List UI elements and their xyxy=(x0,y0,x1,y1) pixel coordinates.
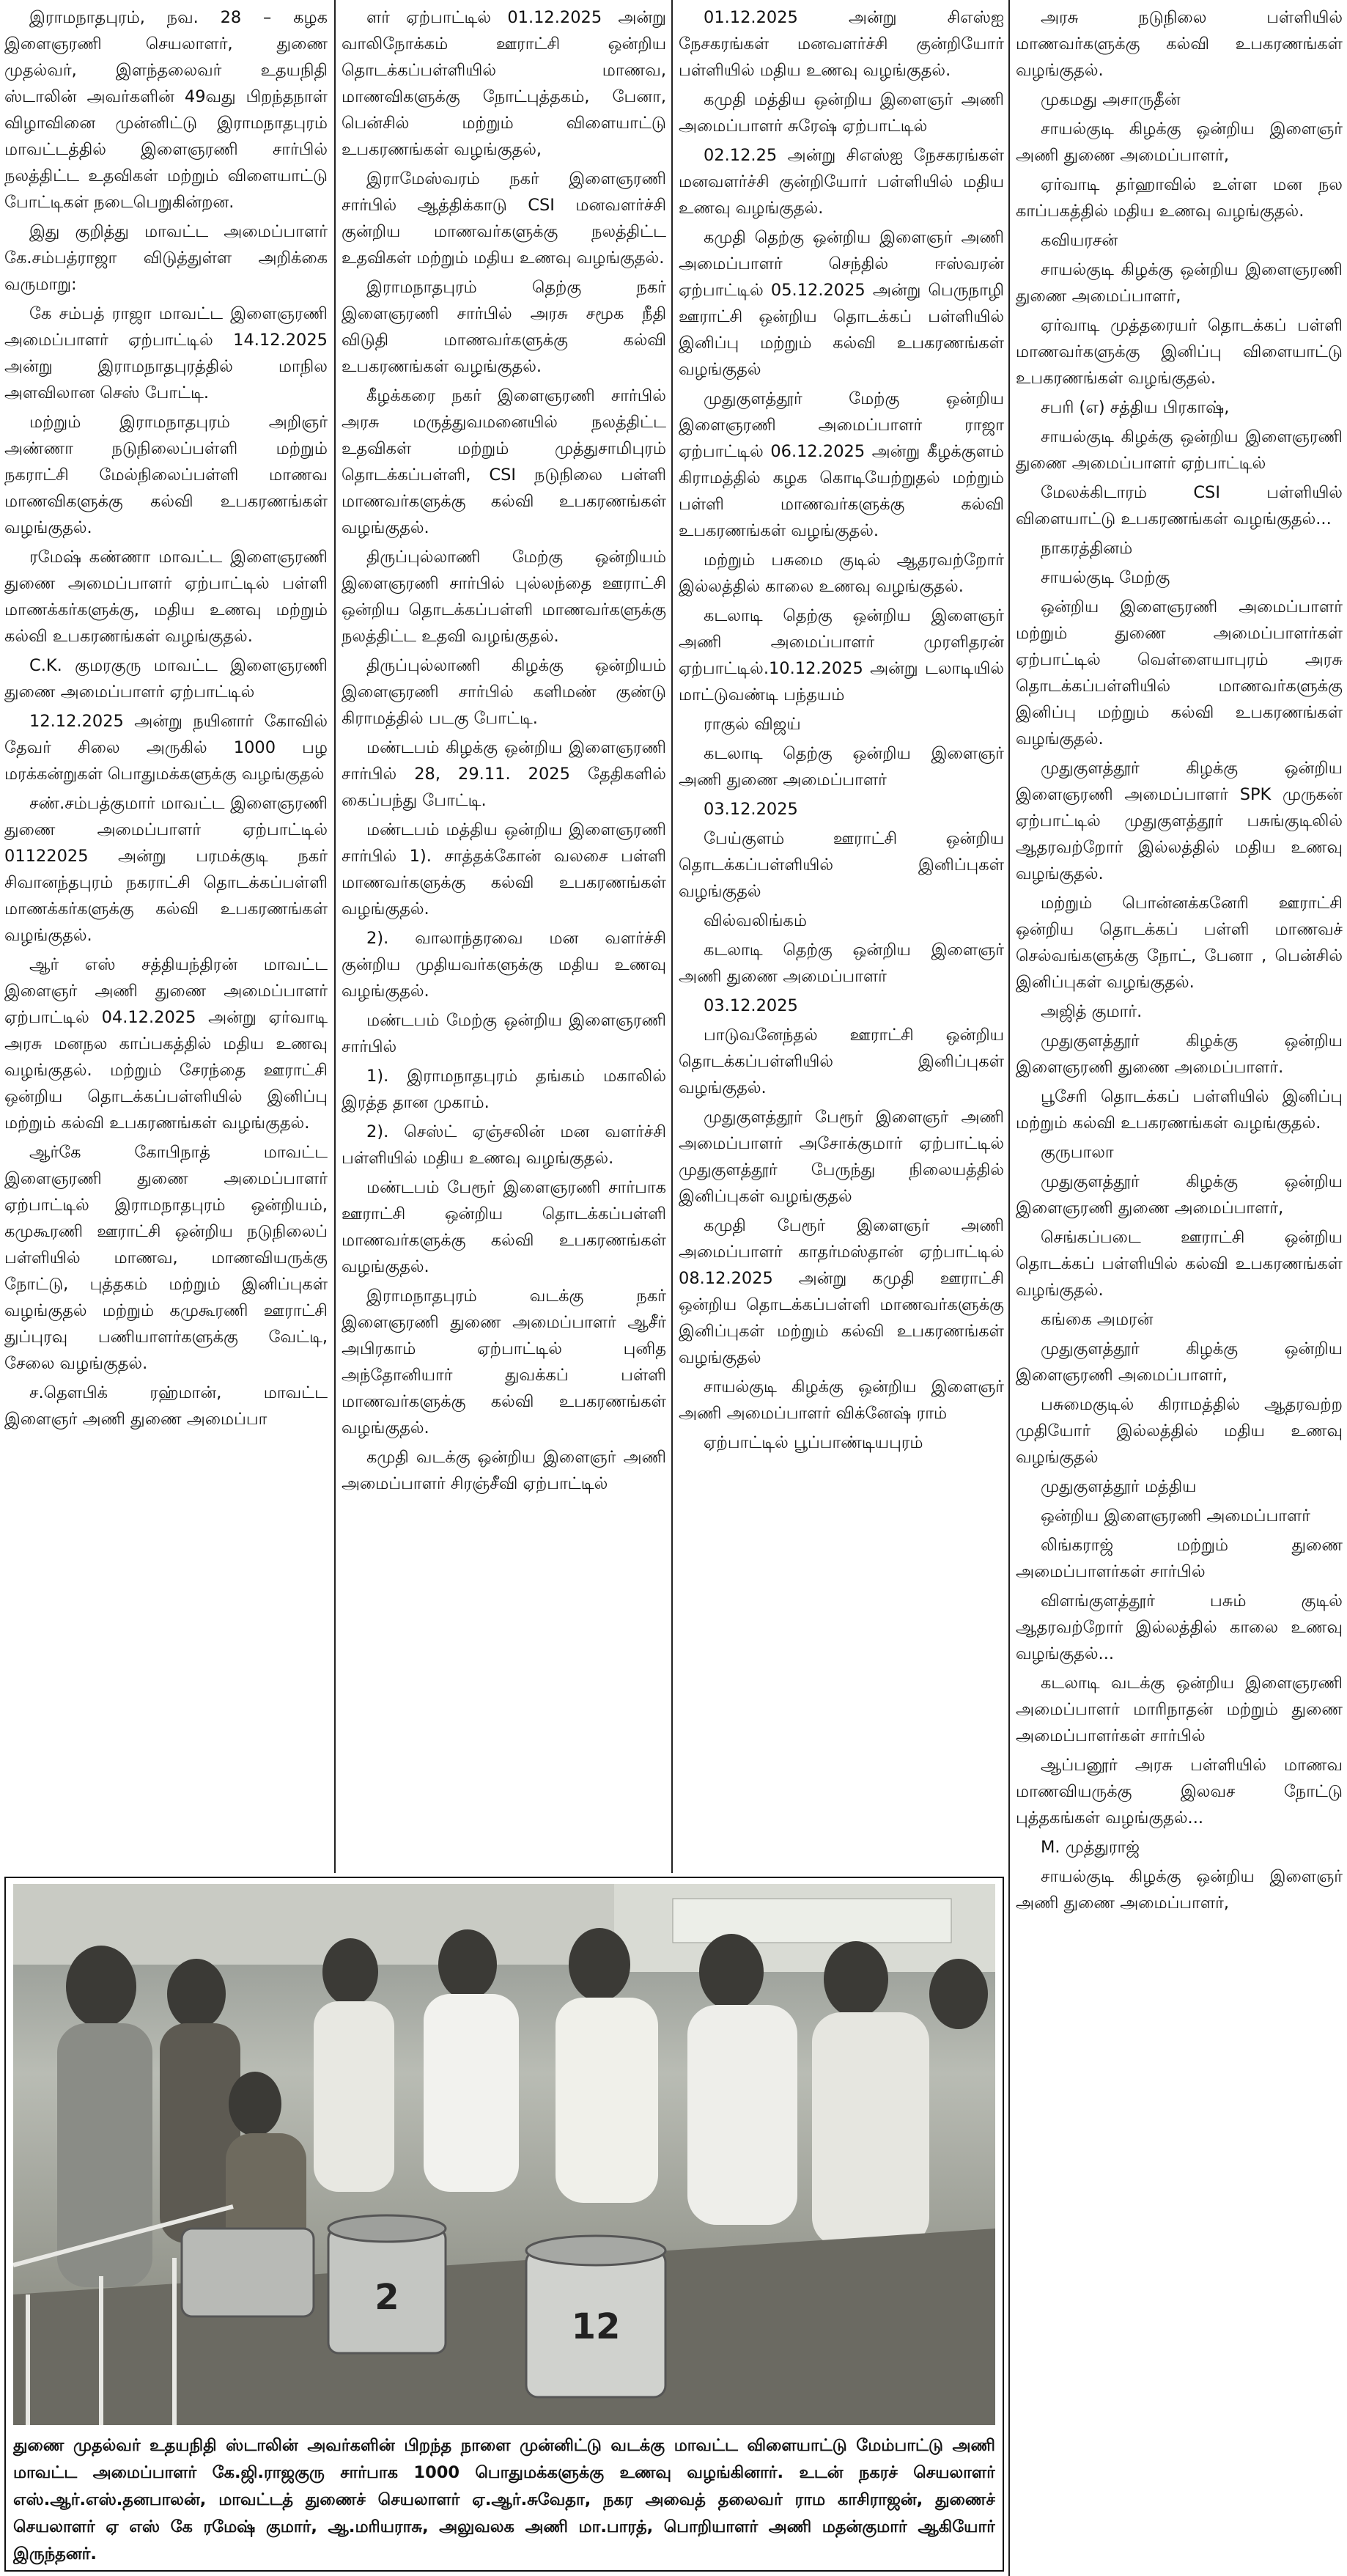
article-paragraph: முதுகுளத்தூர் கிழக்கு ஒன்றிய இளைஞரணி துணை அமைப்பாளர். xyxy=(1016,1031,1343,1077)
article-paragraph: 1). இராமநாதபுரம் தங்கம் மகாலில் இரத்த தான முகாம். xyxy=(342,1067,666,1112)
article-paragraph: 01.12.2025 அன்று சிஎஸ்ஐ நேசகரங்கள் மனவளர்ச்சி குன்றியோர் பள்ளியில் மதிய உணவு வழங்குதல். xyxy=(679,8,1004,80)
article-paragraph: முதுகுளத்தூர் கிழக்கு ஒன்றிய இளைஞரணி அமைப்பாளர் SPK முருகன் ஏற்பாட்டில் முதுகுளத்தூர் பசுங்குடிலில் ஆதரவற்றோர் இல்லத்தில் மதிய உணவு வழங்குதல். xyxy=(1016,759,1343,883)
article-paragraph: மண்டபம் மேற்கு ஒன்றிய இளைஞரணி சார்பில் xyxy=(342,1011,666,1056)
article-paragraph: மண்டபம் பேரூர் இளைஞரணி சார்பாக ஊராட்சி ஒன்றிய தொடக்கப்பள்ளி மாணவர்களுக்கு கல்வி உபகரணங்கள் வழங்குதல். xyxy=(342,1178,666,1276)
article-paragraph: இராமநாதபுரம் வடக்கு நகர் இளைஞரணி துணை அமைப்பாளர் ஆசீர் அபிரகாம் ஏற்பாட்டில் புனித அந்தோனியார் துவக்கப் பள்ளி மாணவர்களுக்கு கல்வி உபகரணங்கள் வழங்குதல். xyxy=(342,1287,666,1438)
article-paragraph: முகமது அசாருதீன் xyxy=(1041,90,1181,109)
article-paragraph: விளங்குளத்தூர் பசும் குடில் ஆதரவற்றோர் இல்லத்தில் காலை உணவு வழங்குதல்... xyxy=(1016,1591,1343,1663)
article-column-2 xyxy=(337,4,671,1874)
article-paragraph: 2). வாலாந்தரவை மன வளர்ச்சி குன்றிய முதியவர்களுக்கு மதிய உணவு வழங்குதல். xyxy=(342,929,666,1001)
article-paragraph: 03.12.2025 xyxy=(704,800,798,819)
article-paragraph: சாயல்குடி மேற்கு xyxy=(1041,568,1170,587)
article-paragraph: 03.12.2025 xyxy=(704,996,798,1015)
article-paragraph: ஒன்றிய இளைஞரணி அமைப்பாளர் xyxy=(1041,1506,1311,1526)
column-divider xyxy=(334,0,336,1873)
article-paragraph: கவியரசன் xyxy=(1041,231,1118,250)
article-paragraph: கமுதி பேரூர் இளைஞர் அணி அமைப்பாளர் காதர்மஸ்தான் ஏற்பாட்டில் 08.12.2025 அன்று கமுதி ஊராட்சி ஒன்றிய தொடக்கப்பள்ளி மாணவர்களுக்கு இனிப்புகள் மற்றும் கல்வி உபகரணங்கள் வழங்குதல் xyxy=(679,1216,1004,1367)
article-paragraph: பாடுவனேந்தல் ஊராட்சி ஒன்றிய தொடக்கப்பள்ளியில் இனிப்புகள் வழங்குதல். xyxy=(679,1026,1004,1097)
article-paragraph: மற்றும் பொன்னக்கனேரி ஊராட்சி ஒன்றிய தொடக்கப் பள்ளி மாணவச் செல்வங்களுக்கு நோட், பேனா , பென்சில் இனிப்புகள் வழங்குதல். xyxy=(1016,894,1343,992)
article-paragraph: மற்றும் இராமநாதபுரம் அறிஞர் அண்ணா நடுநிலைப்பள்ளி மற்றும் நகராட்சி மேல்நிலைப்பள்ளி மாணவ மாணவிகளுக்கு கல்வி உபகரணங்கள் வழங்குதல். xyxy=(4,413,328,537)
photo-food-distribution-icon xyxy=(13,1884,995,2425)
article-paragraph: கடலாடி வடக்கு ஒன்றிய இளைஞரணி அமைப்பாளர் மாரிநாதன் மற்றும் துணை அமைப்பாளர்கள் சார்பில் xyxy=(1016,1674,1343,1745)
article-paragraph: ஆர் எஸ் சத்தியந்திரன் மாவட்ட இளைஞர் அணி துணை அமைப்பாளர் ஏற்பாட்டில் 04.12.2025 அன்று ஏர்வாடி அரசு மனநல காப்பகத்தில் மதிய உணவு வழங்குதல். மற்றும் சேரந்தை ஊராட்சி ஒன்றிய தொடக்கப்பள்ளியில் இனிப்பு மற்றும் கல்வி உபகரணங்கள் வழங்குதல். xyxy=(4,955,328,1133)
article-paragraph: சாயல்குடி கிழக்கு ஒன்றிய இளைஞர் அணி துணை அமைப்பாளர், xyxy=(1016,119,1343,165)
article-paragraph: முதுகுளத்தூர் மத்திய xyxy=(1041,1477,1197,1496)
article-paragraph: இராமேஸ்வரம் நகர் இளைஞரணி சார்பில் ஆத்திக்காடு CSI மனவளர்ச்சி குன்றிய மாணவர்களுக்கு நலத்திட்ட உதவிகள் மற்றும் மதிய உணவு வழங்குதல். xyxy=(342,169,666,268)
article-paragraph: இராமநாதபுரம், நவ. 28 – கழக இளைஞரணி செயலாளர், துணை முதல்வர், இளந்தலைவர் உதயநிதி ஸ்டாலின் அவர்களின் 49வது பிறந்தநாள் விழாவினை முன்னிட்டு இராமநாதபுரம் மாவட்டத்தில் இளைஞரணி சார்பில் நலத்திட்ட உதவிகள் மற்றும் விளையாட்டு போட்டிகள் நடைபெறுகின்றன. xyxy=(4,8,328,212)
article-paragraph: 12.12.2025 அன்று நயினார் கோவில் தேவர் சிலை அருகில் 1000 பழ மரக்கன்றுகள் பொதுமக்களுக்கு வழங்குதல் xyxy=(4,712,328,784)
article-paragraph: முதுகுளத்தூர் கிழக்கு ஒன்றிய இளைஞரணி அமைப்பாளர், xyxy=(1016,1339,1343,1385)
article-column-4 xyxy=(1011,4,1347,2576)
article-paragraph: பசுமைகுடில் கிராமத்தில் ஆதரவற்ற முதியோர் இல்லத்தில் மதிய உணவு வழங்குதல் xyxy=(1016,1395,1343,1467)
article-paragraph: C.K. குமரகுரு மாவட்ட இளைஞரணி துணை அமைப்பாளர் ஏற்பாட்டில் xyxy=(4,656,328,702)
article-paragraph: திருப்புல்லாணி கிழக்கு ஒன்றியம் இளைஞரணி சார்பில் களிமண் குண்டு கிராமத்தில் படகு போட்டி. xyxy=(342,656,666,728)
article-paragraph: திருப்புல்லாணி மேற்கு ஒன்றியம் இளைஞரணி சார்பில் புல்லந்தை ஊராட்சி ஒன்றிய தொடக்கப்பள்ளி மாணவர்களுக்கு நலத்திட்ட உதவி வழங்குதல். xyxy=(342,548,666,646)
article-paragraph: லிங்கராஜ் மற்றும் துணை அமைப்பாளர்கள் சார்பில் xyxy=(1016,1536,1343,1581)
article-paragraph: முதுகுளத்தூர் கிழக்கு ஒன்றிய இளைஞரணி துணை அமைப்பாளர், xyxy=(1016,1172,1343,1218)
article-paragraph: கடலாடி தெற்கு ஒன்றிய இளைஞர் அணி துணை அமைப்பாளர் xyxy=(679,744,1004,790)
article-paragraph: ஒன்றிய இளைஞரணி அமைப்பாளர் மற்றும் துணை அமைப்பாளர்கள் ஏற்பாட்டில் வெள்ளையாபுரம் அரசு தொடக்கப்பள்ளியில் மாணவர்களுக்கு இனிப்பு மற்றும் கல்வி உபகரணங்கள் வழங்குதல். xyxy=(1016,597,1343,748)
article-paragraph: சண்.சம்பத்குமார் மாவட்ட இளைஞரணி துணை அமைப்பாளர் ஏற்பாட்டில் 01122025 அன்று பரமக்குடி நகர் சிவானந்தபுரம் நகராட்சி தொடக்கப்பள்ளி மாணக்கர்களுக்கு கல்வி உபகரணங்கள் வழங்குதல். xyxy=(4,794,328,945)
article-paragraph: ஆர்கே கோபிநாத் மாவட்ட இளைஞரணி துணை அமைப்பாளர் ஏற்பாட்டில் இராமநாதபுரம் ஒன்றியம், கமுகூரணி ஊராட்சி ஒன்றிய நடுநிலைப் பள்ளியில் மாணவ, மாணவியருக்கு நோட்டு, புத்தகம் மற்றும் இனிப்புகள் வழங்குதல் மற்றும் கமுகூரணி ஊராட்சி துப்புரவு பணியாளர்களுக்கு வேட்டி, சேலை வழங்குதல். xyxy=(4,1143,328,1373)
article-paragraph: கீழக்கரை நகர் இளைஞரணி சார்பில் அரசு மருத்துவமனையில் நலத்திட்ட உதவிகள் மற்றும் முத்துசாமிபுரம் தொடக்கப்பள்ளி, CSI நடுநிலை பள்ளி மாணவர்களுக்கு கல்வி உபகரணங்கள் வழங்குதல். xyxy=(342,386,666,537)
photo-frame xyxy=(4,1877,1004,2572)
article-paragraph: 02.12.25 அன்று சிஎஸ்ஐ நேசகரங்கள் மனவளர்ச்சி குன்றியோர் பள்ளியில் மதிய உணவு வழங்குதல். xyxy=(679,146,1004,218)
article-paragraph: கமுதி மத்திய ஒன்றிய இளைஞர் அணி அமைப்பாளர் சுரேஷ் ஏற்பாட்டில் xyxy=(679,90,1004,136)
article-paragraph: ஆப்பனூர் அரசு பள்ளியில் மாணவ மாணவியருக்கு இலவச நோட்டு புத்தகங்கள் வழங்குதல்... xyxy=(1016,1756,1343,1828)
article-column-3 xyxy=(674,4,1008,1874)
article-paragraph: மண்டபம் மத்திய ஒன்றிய இளைஞரணி சார்பில் 1). சாத்தக்கோன் வலசை பள்ளி மாணவர்களுக்கு கல்வி உபகரணங்கள் வழங்குதல். xyxy=(342,820,666,919)
article-paragraph: கமுதி தெற்கு ஒன்றிய இளைஞர் அணி அமைப்பாளர் செந்தில் ஈஸ்வரன் ஏற்பாட்டில் 05.12.2025 அன்று பெருநாழி ஊராட்சி ஒன்றிய தொடக்கப் பள்ளியில் இனிப்பு மற்றும் கல்வி உபகரணங்கள் வழங்குதல் xyxy=(679,228,1004,379)
article-paragraph: மற்றும் பசுமை குடில் ஆதரவற்றோர் இல்லத்தில் காலை உணவு வழங்குதல். xyxy=(679,551,1004,596)
column-divider xyxy=(671,0,673,1873)
article-paragraph: கடலாடி தெற்கு ஒன்றிய இளைஞர் அணி அமைப்பாளர் முரளிதரன் ஏற்பாட்டில்.10.12.2025 அன்று டலாடியில் மாட்டுவண்டி பந்தயம் xyxy=(679,606,1004,704)
article-paragraph: சாயல்குடி கிழக்கு ஒன்றிய இளைஞரணி துணை அமைப்பாளர், xyxy=(1016,260,1343,306)
article-paragraph: சபரி (எ) சத்திய பிரகாஷ், xyxy=(1041,398,1230,417)
article-paragraph: செங்கப்படை ஊராட்சி ஒன்றிய தொடக்கப் பள்ளியில் கல்வி உபகரணங்கள் வழங்குதல். xyxy=(1016,1228,1343,1300)
article-paragraph: கே சம்பத் ராஜா மாவட்ட இளைஞரணி அமைப்பாளர் ஏற்பாட்டில் 14.12.2025 அன்று இராமநாதபுரத்தில் மாநில அளவிலான செஸ் போட்டி. xyxy=(4,304,328,402)
article-paragraph: முதுகுளத்தூர் பேரூர் இளைஞர் அணி அமைப்பாளர் அசோக்குமார் ஏற்பாட்டில் முதுகுளத்தூர் பேருந்து நிலையத்தில் இனிப்புகள் வழங்குதல் xyxy=(679,1108,1004,1206)
column-divider xyxy=(1008,0,1010,2576)
vessel-number-b: 12 xyxy=(571,2306,621,2347)
article-paragraph: மேலக்கிடாரம் CSI பள்ளியில் விளையாட்டு உபகரணங்கள் வழங்குதல்... xyxy=(1016,483,1343,529)
article-paragraph: பேய்குளம் ஊராட்சி ஒன்றிய தொடக்கப்பள்ளியில் இனிப்புகள் வழங்குதல் xyxy=(679,829,1004,901)
news-photo xyxy=(13,1884,995,2425)
article-paragraph: மண்டபம் கிழக்கு ஒன்றிய இளைஞரணி சார்பில் 28, 29.11. 2025 தேதிகளில் கைப்பந்து போட்டி. xyxy=(342,738,666,810)
article-paragraph: வில்வலிங்கம் xyxy=(704,911,807,930)
article-paragraph: இது குறித்து மாவட்ட அமைப்பாளர் கே.சம்பத்ராஜா விடுத்துள்ள அறிக்கை வருமாறு: xyxy=(4,222,328,294)
article-paragraph: குருபாலா xyxy=(1041,1143,1114,1162)
article-paragraph: பூசேரி தொடக்கப் பள்ளியில் இனிப்பு மற்றும் கல்வி உபகரணங்கள் வழங்குதல். xyxy=(1016,1087,1343,1133)
article-paragraph: முதுகுளத்தூர் மேற்கு ஒன்றிய இளைஞரணி அமைப்பாளர் ராஜா ஏற்பாட்டில் 06.12.2025 அன்று கீழக்குளம் கிராமத்தில் கழக கொடியேற்றுதல் மற்றும் பள்ளி மாணவர்களுக்கு கல்வி உபகரணங்கள் வழங்குதல். xyxy=(679,389,1004,540)
article-paragraph: ஏற்பாட்டில் பூப்பாண்டியபுரம் xyxy=(704,1433,923,1452)
article-paragraph: 2). செஸ்ட் ஏஞ்சலின் மன வளர்ச்சி பள்ளியில் மதிய உணவு வழங்குதல். xyxy=(342,1122,666,1168)
article-paragraph: ச.தௌபிக் ரஹ்மான், மாவட்ட இளைஞர் அணி துணை அமைப்பா xyxy=(4,1383,328,1429)
article-paragraph: கடலாடி தெற்கு ஒன்றிய இளைஞர் அணி துணை அமைப்பாளர் xyxy=(679,941,1004,986)
vessel-number-a: 2 xyxy=(374,2277,399,2318)
article-paragraph: ளர் ஏற்பாட்டில் 01.12.2025 அன்று வாலிநோக்கம் ஊராட்சி ஒன்றிய தொடக்கப்பள்ளியில் மாணவ, மாணவிகளுக்கு நோட்புத்தகம், பேனா, பென்சில் மற்றும் விளையாட்டு உபகரணங்கள் வழங்குதல், xyxy=(342,8,666,159)
article-paragraph: M. முத்துராஜ் xyxy=(1041,1838,1140,1857)
article-column-1 xyxy=(0,4,332,1874)
article-paragraph: நாகரத்தினம் xyxy=(1041,539,1133,558)
article-paragraph: சாயல்குடி கிழக்கு ஒன்றிய இளைஞர் அணி அமைப்பாளர் விக்னேஷ் ராம் xyxy=(679,1377,1004,1423)
article-paragraph: ராகுல் விஜய் xyxy=(704,715,801,734)
article-paragraph: அஜித் குமார். xyxy=(1041,1002,1143,1021)
article-paragraph: சாயல்குடி கிழக்கு ஒன்றிய இளைஞரணி துணை அமைப்பாளர் ஏற்பாட்டில் xyxy=(1016,427,1343,473)
article-paragraph: அரசு நடுநிலை பள்ளியில் மாணவர்களுக்கு கல்வி உபகரணங்கள் வழங்குதல். xyxy=(1016,8,1343,80)
article-paragraph: இராமநாதபுரம் தெற்கு நகர் இளைஞரணி சார்பில் அரசு சமூக நீதி விடுதி மாணவர்களுக்கு கல்வி உபகரணங்கள் வழங்குதல். xyxy=(342,278,666,376)
article-paragraph: ஏர்வாடி முத்தரையர் தொடக்கப் பள்ளி மாணவர்களுக்கு இனிப்பு விளையாட்டு உபகரணங்கள் வழங்குதல். xyxy=(1016,316,1343,388)
photo-caption: துணை முதல்வர் உதயநிதி ஸ்டாலின் அவர்களின் பிறந்த நாளை முன்னிட்டு வடக்கு மாவட்ட விளையாட்டு மேம்பாட்டு அணி மாவட்ட அமைப்பாளர் கே.ஜி.ராஜகுரு சார்பாக 1000 பொதுமக்களுக்கு உணவு வழங்கினார். உடன் நகரச் செயலாளர் எஸ்.ஆர்.எஸ்.தனபாலன், மாவட்டத் துணைச் செயலாளர் ஏ.ஆர்.சுவேதா, நகர அவைத் தலைவர் ராம காசிராஜன், துணைச் செயலாளர் ஏ எஸ் கே ரமேஷ் குமார், ஆ.மரியராசு, அலுவலக அணி மா.பாரத், பொறியாளர் அணி மதன்குமார் ஆகியோர் இருந்தனர். xyxy=(13,2436,995,2564)
article-paragraph: கமுதி வடக்கு ஒன்றிய இளைஞர் அணி அமைப்பாளர் சிரஞ்சீவி ஏற்பாட்டில் xyxy=(342,1448,666,1493)
article-paragraph: கங்கை அமரன் xyxy=(1041,1310,1154,1329)
article-paragraph: ஏர்வாடி தர்ஹாவில் உள்ள மன நல காப்பகத்தில் மதிய உணவு வழங்குதல். xyxy=(1016,175,1343,221)
article-paragraph: சாயல்குடி கிழக்கு ஒன்றிய இளைஞர் அணி துணை அமைப்பாளர், xyxy=(1016,1867,1343,1913)
article-paragraph: ரமேஷ் கண்ணா மாவட்ட இளைஞரணி துணை அமைப்பாளர் ஏற்பாட்டில் பள்ளி மாணக்கர்களுக்கு, மதிய உணவு மற்றும் கல்வி உபகரணங்கள் வழங்குதல். xyxy=(4,548,328,646)
